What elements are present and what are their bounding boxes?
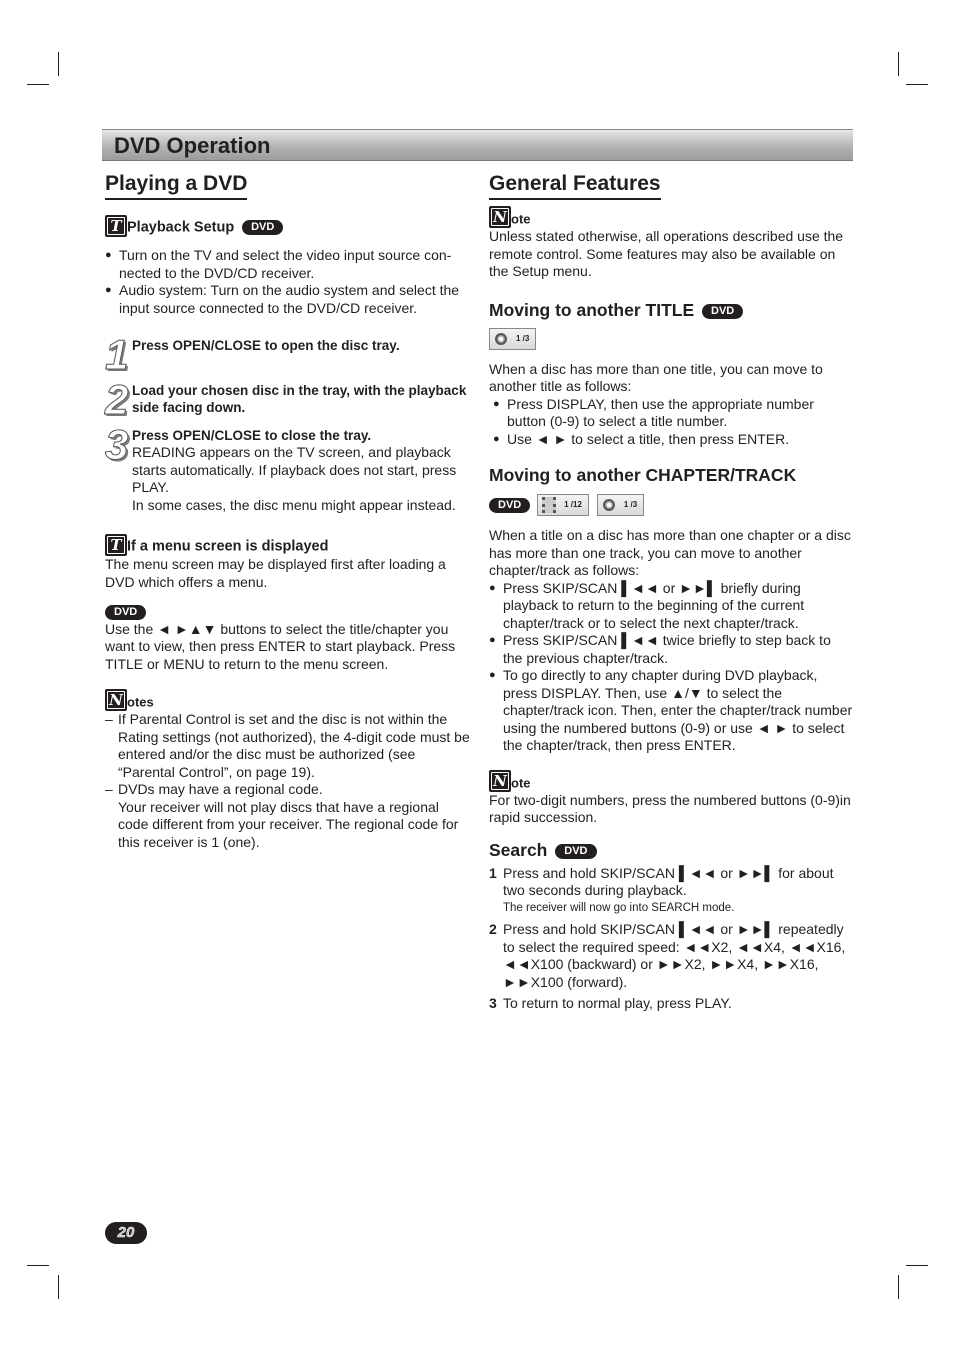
note-icon: N: [489, 206, 511, 228]
disc-icon: [495, 333, 507, 345]
note-icon: N: [105, 689, 127, 711]
notes-label: otes: [127, 694, 154, 710]
menu-screen-heading: [105, 534, 470, 556]
menu-screen-text: The menu screen may be displayed first after loading a DVD which offers a menu.: [105, 556, 446, 590]
page-number: 20: [117, 1224, 135, 1241]
search-heading-text: Search: [489, 839, 548, 860]
item-number: 2: [489, 921, 497, 937]
item-number: 3: [489, 995, 497, 1011]
step-1: [105, 331, 470, 378]
playback-setup-label: Playback Setup: [127, 219, 235, 236]
note-label: ote: [511, 775, 531, 790]
note-text: For two-digit numbers, press the numbered buttons (0-9)in rapid succession.: [489, 791, 851, 825]
dvd-badge: DVD: [555, 844, 596, 859]
dvd-badge: DVD: [489, 498, 530, 513]
step-3-detail: READING appears on the TV screen, and playback starts automatically. If playback does not start, press PLAY.: [132, 444, 457, 495]
note-icon: N: [489, 770, 511, 792]
section-banner: [102, 129, 853, 161]
list-item: – If Parental Control is set and the disc is not within the Rating settings (not authorized), the 4-digit code must be entered and/or the disc must be authorized (see “Parental Control”, on page 19).: [105, 711, 470, 781]
playback-setup-list: [105, 247, 470, 317]
item-text: To return to normal play, press PLAY.: [503, 995, 732, 1011]
list-item: ● To go directly to any chapter during DVD playback, press DISPLAY. Then, use ▲/▼ to select the chapter/track icon. Then, enter the chapter/track number using the numbered buttons (0-9) or use ◄ ► to select the chapter/track, then press ENTER.: [489, 667, 853, 755]
chapter-list: [489, 580, 853, 755]
item-text: Press and hold SKIP/SCAN ▌◄◄ or ►►▌ repeatedly to select the required speed: ◄◄X2, ◄◄X4, ◄◄X16, ◄◄X100 (backward) or ►►X2, ►►X4, ►►X16, ►►X100 (forward).: [503, 921, 846, 990]
list-item: ● Use ◄ ► to select a title, then press ENTER.: [493, 431, 853, 449]
dvd-badge: DVD: [702, 304, 743, 319]
crop-mark: [906, 84, 928, 85]
playback-setup-heading: [105, 215, 470, 237]
osd-value: 1 /3: [623, 500, 638, 509]
note-text: Your receiver will not play discs that have a regional code different from your receiver. The regional code for this receiver is 1 (one).: [118, 798, 459, 850]
dvd-badge: DVD: [242, 220, 283, 235]
left-column: [105, 171, 470, 851]
step-number: 3: [105, 420, 129, 468]
step-3-text: Press OPEN/CLOSE to close the tray.: [132, 427, 372, 443]
general-features-heading: General Features: [489, 171, 661, 200]
step-2: [105, 375, 470, 423]
note-label: ote: [511, 211, 531, 227]
title-osd-display: [489, 328, 536, 350]
tip-icon: T: [105, 534, 127, 556]
chapter-osd-display: [537, 494, 589, 516]
item-number: 1: [489, 864, 497, 881]
notes-list: [105, 711, 470, 851]
list-item: ● Turn on the TV and select the video input source con-nected to the DVD/CD receiver.: [105, 247, 470, 282]
note-heading: [489, 206, 853, 228]
chapter-text: When a title on a disc has more than one chapter or a disc has more than one track, you can move to another chapter/track as follows:: [489, 527, 851, 578]
list-item: ● Press SKIP/SCAN ▌◄◄ twice briefly to step back to the previous chapter/track.: [489, 632, 853, 667]
step-3: [105, 420, 470, 515]
step-1-text: Press OPEN/CLOSE to open the disc tray.: [132, 338, 400, 353]
section-title: DVD Operation: [114, 133, 271, 158]
dvd-badge: DVD: [105, 605, 146, 620]
list-item: [105, 781, 470, 851]
page-number-badge: [105, 1222, 147, 1244]
note-heading: [489, 770, 853, 792]
search-list: [489, 865, 853, 1013]
film-icon: [542, 497, 556, 513]
chapter-heading: Moving to another CHAPTER/TRACK: [489, 465, 797, 485]
step-number: 1: [105, 331, 129, 378]
list-item: [489, 865, 853, 918]
note-text: – DVDs may have a regional code.: [118, 781, 323, 797]
crop-mark: [58, 52, 59, 76]
crop-mark: [58, 1275, 59, 1299]
menu-screen-instructions: Use the ◄ ►▲▼ buttons to select the title/chapter you want to view, then press ENTER to start playback. Press TITLE or MENU to return to the menu screen.: [105, 620, 456, 672]
item-text: Press and hold SKIP/SCAN ▌◄◄ or ►►▌ for about two seconds during playback.: [503, 864, 834, 898]
list-item: ● Press DISPLAY, then use the appropriate number button (0-9) to select a title number.: [493, 396, 853, 431]
title-osd-display: [597, 494, 644, 516]
disc-icon: [603, 499, 615, 511]
osd-value: 1 /3: [516, 333, 530, 343]
crop-mark: [27, 84, 49, 85]
list-item: ● Audio system: Turn on the audio system and select the input source connected to the DVD/CD receiver.: [105, 282, 470, 317]
item-note: The receiver will now go into SEARCH mode.: [503, 901, 735, 914]
chapter-osd-row: [489, 494, 853, 516]
crop-mark: [898, 1275, 899, 1299]
title-heading: [489, 299, 853, 321]
title-list: [489, 396, 853, 449]
osd-value: 1 /12: [564, 500, 582, 509]
list-item: [489, 921, 853, 991]
title-heading-text: Moving to another TITLE: [489, 299, 695, 320]
menu-screen-label: If a menu screen is displayed: [127, 538, 329, 555]
list-item: ● Press SKIP/SCAN ▌◄◄ or ►►▌ briefly during playback to return to the beginning of the current chapter/track or to select the next chapter/track.: [489, 580, 853, 633]
step-2-text: Load your chosen disc in the tray, with the playback side facing down.: [132, 382, 467, 415]
list-item: [489, 995, 853, 1013]
step-number: 2: [105, 375, 129, 423]
crop-mark: [27, 1265, 49, 1266]
search-heading: [489, 839, 853, 861]
note-text: Unless stated otherwise, all operations described use the remote control. Some features may also be available on the Setup menu.: [489, 228, 844, 279]
right-column: [489, 171, 853, 1013]
title-text: When a disc has more than one title, you can move to another title as follows:: [489, 360, 823, 394]
notes-heading: [105, 689, 470, 711]
playing-dvd-heading: Playing a DVD: [105, 171, 247, 200]
crop-mark: [906, 1265, 928, 1266]
step-3-detail-2: In some cases, the disc menu might appear instead.: [132, 496, 456, 513]
crop-mark: [898, 52, 899, 76]
tip-icon: T: [105, 215, 127, 237]
